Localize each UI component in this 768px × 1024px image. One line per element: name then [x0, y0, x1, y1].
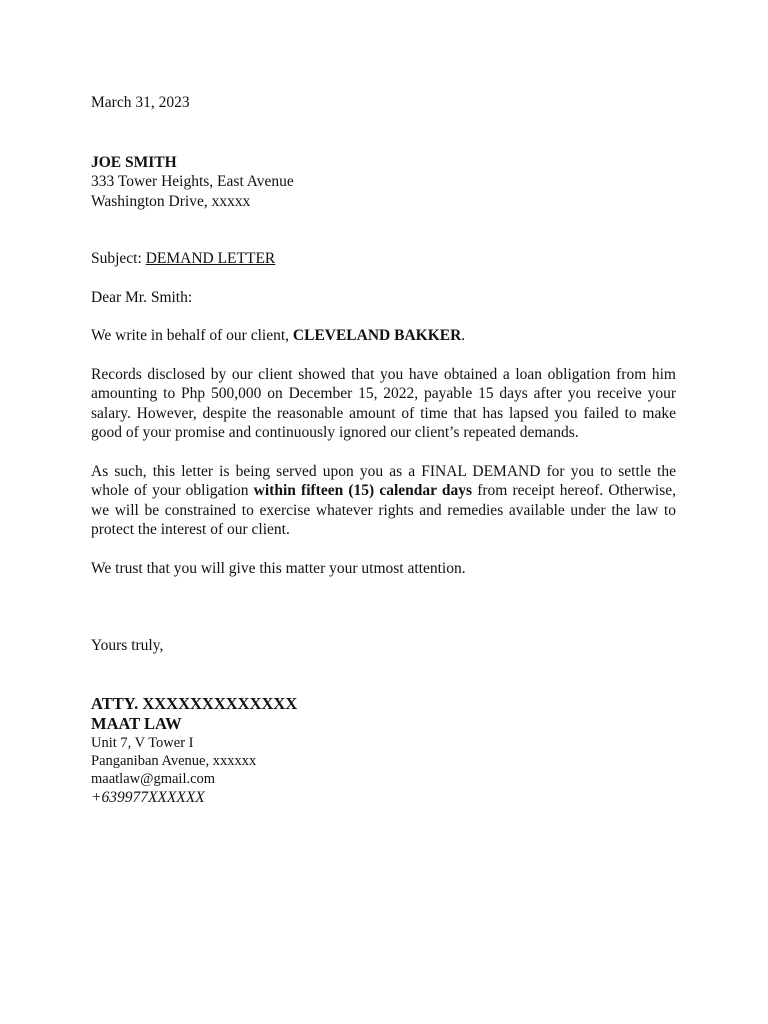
recipient-address-line-1: 333 Tower Heights, East Avenue [91, 173, 294, 190]
intro-end: . [461, 327, 466, 344]
client-name: CLEVELAND BAKKER [292, 327, 462, 344]
letter-date: March 31, 2023 [91, 94, 190, 111]
salutation: Dear Mr. Smith: [91, 288, 193, 306]
recipient-name: JOE SMITH [91, 153, 177, 171]
subject-label: Subject: [91, 250, 146, 267]
closing: Yours truly, [91, 637, 164, 654]
deadline-text: within fifteen (15) calendar days [253, 482, 473, 499]
law-firm-name: MAAT LAW [91, 713, 182, 733]
firm-email: maatlaw@gmail.com [91, 770, 216, 787]
demand-letter [91, 93, 676, 807]
paragraph-2-before: As such, this letter is being served upon you as a FINAL DEMAND for you to settle the whole of your obligation [91, 462, 676, 499]
intro-text: We write in behalf of our client, [91, 327, 293, 344]
intro-paragraph [91, 326, 676, 346]
recipient-block [91, 153, 676, 212]
body-paragraph-3: We trust that you will give this matter your utmost attention. [91, 559, 466, 577]
firm-address-line-2: Panganiban Avenue, xxxxxx [91, 752, 257, 769]
paragraph-2-after: from receipt hereof. Otherwise, we will be constrained to exercise whatever rights and remedies available under the law to protect the interest of our client. [91, 482, 676, 538]
signatory-name: ATTY. XXXXXXXXXXXXX [91, 693, 298, 713]
body-paragraph-1: Records disclosed by our client showed that you have obtained a loan obligation from him amounting to Php 500,000 on December 15, 2022, payable 15 days after you receive your salary. However, despite the reasonable amount of time that has lapsed you failed to make good of your promise and continuously ignored our client’s repeated demands. [91, 365, 676, 441]
firm-address-line-1: Unit 7, V Tower I [91, 734, 194, 751]
signature-block [91, 694, 676, 807]
subject-value: DEMAND LETTER [145, 250, 276, 267]
body-paragraph-2 [91, 462, 676, 540]
firm-phone: +639977XXXXXX [91, 788, 205, 806]
recipient-address-line-2: Washington Drive, xxxxx [91, 192, 251, 210]
subject-line [91, 249, 676, 269]
